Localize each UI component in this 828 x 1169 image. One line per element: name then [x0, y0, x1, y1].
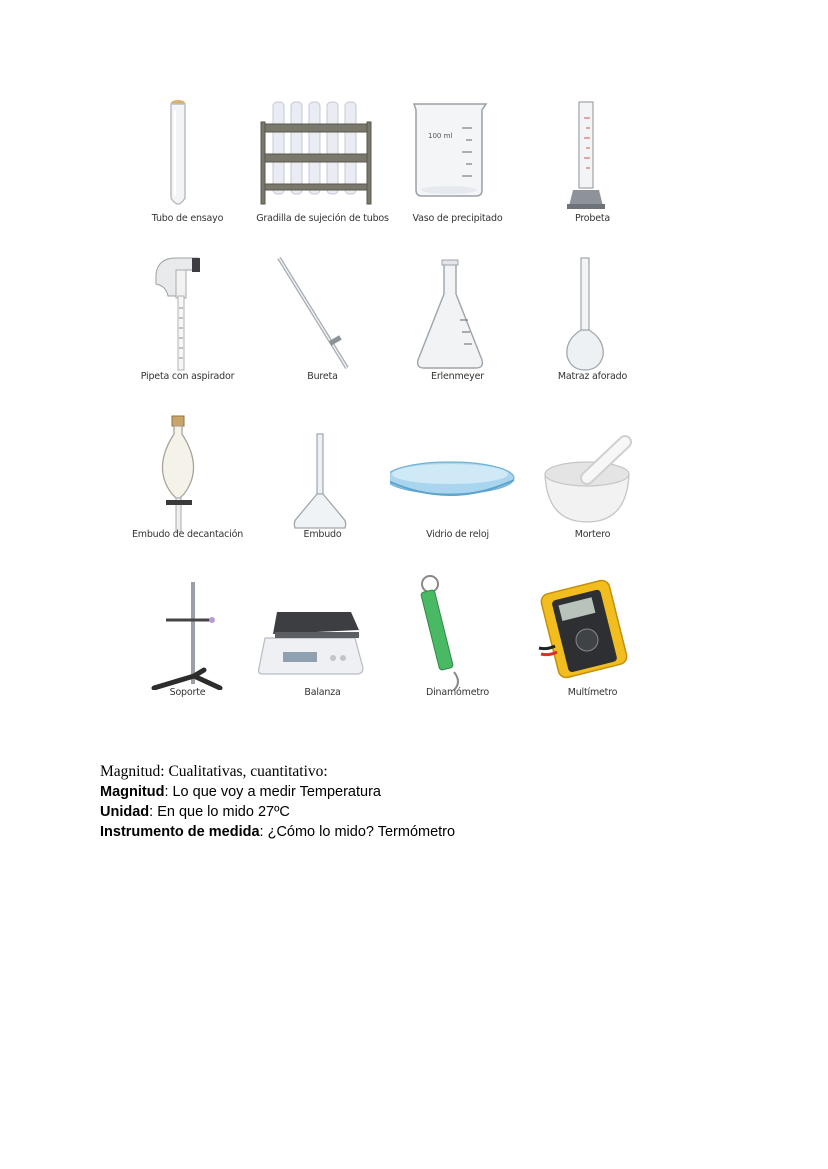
stand-icon — [120, 572, 255, 690]
unit-definition-line — [100, 802, 740, 822]
instrument-caption: Embudo de decantación — [131, 529, 244, 540]
instrument-item — [525, 414, 660, 572]
instrument-caption: Vaso de precipitado — [412, 213, 503, 224]
dynamometer-icon — [390, 572, 525, 690]
instrument-item — [120, 414, 255, 572]
instrument-item — [255, 256, 390, 414]
watch-glass-icon — [390, 414, 525, 532]
separatory-funnel-icon — [120, 414, 255, 532]
test-tube-icon — [120, 98, 255, 216]
instrument-caption: Vidrio de reloj — [426, 529, 489, 540]
instrument-caption: Gradilla de sujeción de tubos — [256, 213, 389, 224]
unit-term: Unidad — [100, 804, 150, 820]
balance-icon — [255, 572, 390, 690]
unit-text: : En que lo mido 27ºC — [149, 804, 290, 820]
instrument-caption: Multímetro — [567, 687, 618, 698]
instrument-item — [390, 256, 525, 414]
instrument-caption: Dinamómetro — [426, 687, 489, 698]
mortar-icon — [525, 414, 660, 532]
instrument-caption: Bureta — [307, 371, 338, 382]
instrument-definition-line — [100, 822, 740, 842]
magnitude-text: : Lo que voy a medir Temperatura — [164, 784, 381, 800]
beaker-icon — [390, 98, 525, 216]
beaker-volume-mark: 100 ml — [428, 132, 453, 140]
instrument-caption: Embudo — [303, 529, 342, 540]
magnitude-types-line: Magnitud: Cualitativas, cuantitativo: — [100, 763, 328, 780]
instrument-item — [255, 414, 390, 572]
instrument-caption: Matraz aforado — [557, 371, 628, 382]
instrument-caption: Tubo de ensayo — [151, 213, 224, 224]
multimeter-icon — [525, 572, 660, 690]
burette-icon — [255, 256, 390, 374]
instrument-text: : ¿Cómo lo mido? Termómetro — [259, 824, 456, 840]
graduated-cylinder-icon — [525, 98, 660, 216]
instrument-item — [120, 98, 255, 256]
instrument-caption: Balanza — [304, 687, 341, 698]
magnitude-term: Magnitud — [100, 784, 165, 800]
instrument-caption: Probeta — [574, 213, 611, 224]
instrument-grid — [120, 98, 660, 730]
instrument-caption: Soporte — [169, 687, 206, 698]
instrument-item — [120, 256, 255, 414]
instrument-item — [525, 572, 660, 730]
notes-block — [100, 762, 740, 842]
funnel-icon — [255, 414, 390, 532]
instrument-item — [255, 98, 390, 256]
instrument-item — [525, 256, 660, 414]
test-tube-rack-icon — [255, 98, 390, 216]
pipette-icon — [120, 256, 255, 374]
instrument-term: Instrumento de medida — [100, 824, 260, 840]
magnitude-definition-line — [100, 782, 740, 802]
instrument-item — [390, 414, 525, 572]
instrument-caption: Mortero — [574, 529, 611, 540]
volumetric-flask-icon — [525, 256, 660, 374]
instrument-item — [255, 572, 390, 730]
erlenmeyer-icon — [390, 256, 525, 374]
instrument-item — [120, 572, 255, 730]
instrument-item — [390, 98, 525, 256]
instrument-item — [390, 572, 525, 730]
instrument-caption: Pipeta con aspirador — [140, 371, 235, 382]
instrument-caption: Erlenmeyer — [431, 371, 484, 382]
instrument-item — [525, 98, 660, 256]
